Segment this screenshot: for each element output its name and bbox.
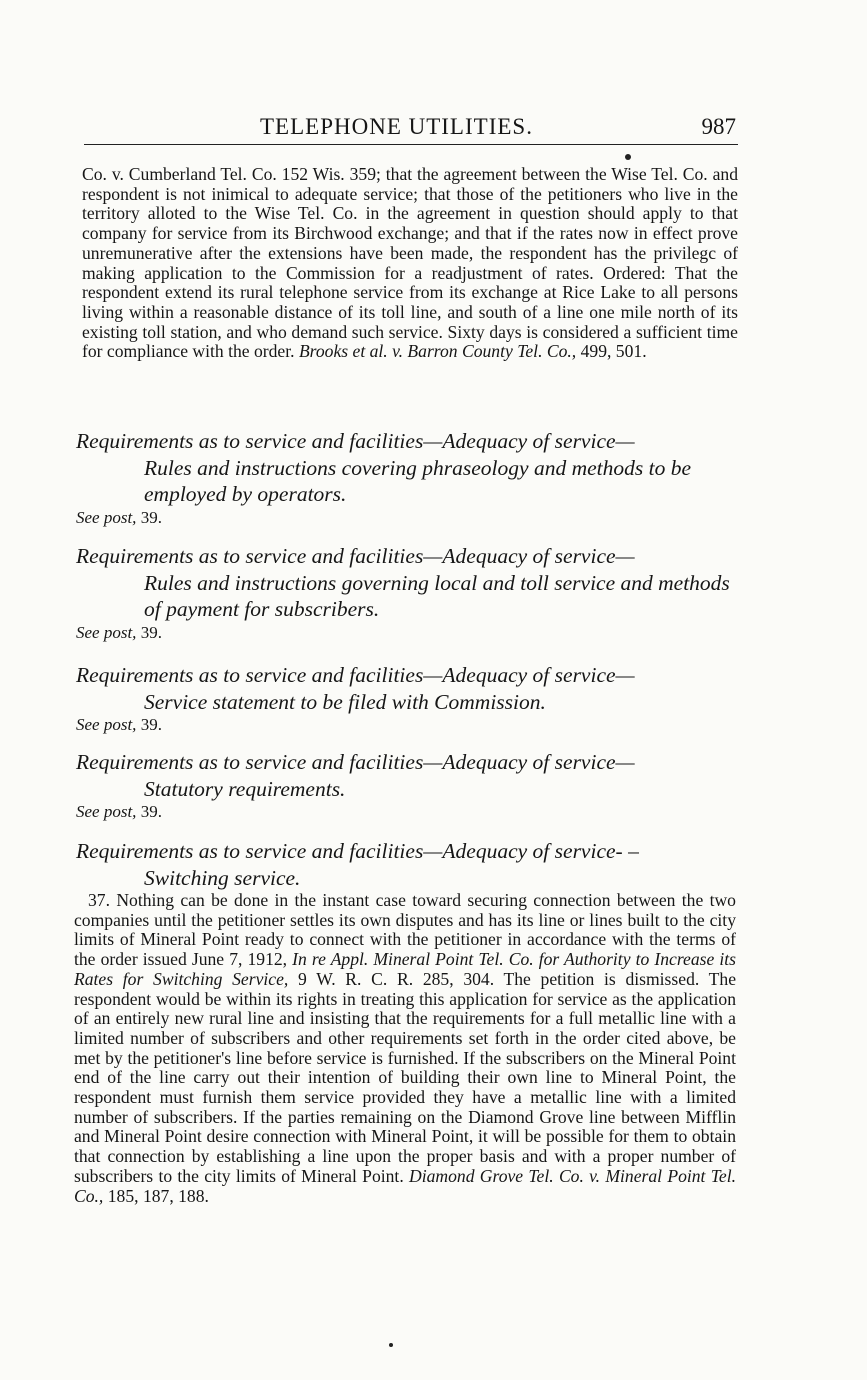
index-entry bbox=[76, 543, 736, 643]
see-label: See post, bbox=[76, 715, 137, 734]
see-reference bbox=[76, 623, 736, 643]
entry-heading bbox=[76, 749, 736, 802]
entry-heading bbox=[76, 543, 736, 623]
entry-heading-line1: Requirements as to service and facilities—Adequacy of service— bbox=[76, 429, 635, 453]
entry-heading-rest: Switching service. bbox=[144, 865, 301, 890]
continuation-paragraph bbox=[82, 165, 738, 362]
entry-heading bbox=[76, 838, 736, 891]
paragraph-number: 37. bbox=[88, 890, 110, 910]
entry-heading-line1: Requirements as to service and facilities—Adequacy of service— bbox=[76, 544, 635, 568]
paragraph-37-citation-b: Diamond Grove Tel. Co. v. Mineral Point Tel. Co., bbox=[74, 1165, 736, 1206]
ink-mark bbox=[389, 1343, 393, 1347]
continuation-citation-pages: 499, 501. bbox=[580, 341, 647, 362]
entry-heading-rest: Rules and instructions governing local and toll service and methods of payment for subscribers. bbox=[144, 570, 730, 621]
entry-heading-rest: Rules and instructions covering phraseology and methods to be employed by operators. bbox=[144, 455, 691, 506]
continuation-text: Co. v. Cumberland Tel. Co. 152 Wis. 359; that the agreement between the Wise Tel. Co. and respondent is not inimical to adequate service; that those of the petitioners who live in the territory alloted to the Wise Tel. Co. in the agreement in question should apply to that company for service from its Birchwood exchange; and that if the rates now in effect prove unremunerative after the extensions have been made, the respondent has the privilegc of making application to the Commission for a readjustment of rates. Ordered: That the respondent extend its rural telephone service from its exchange at Rice Lake to all persons living within a reasonable distance of its toll line, and south of a line one mile north of its existing toll station, and who demand such service. Sixty days is considered a sufficient time for compliance with the order. bbox=[82, 164, 738, 362]
entry-heading bbox=[76, 662, 736, 715]
see-reference bbox=[76, 508, 736, 528]
see-page: 39. bbox=[140, 715, 162, 734]
running-title: TELEPHONE UTILITIES. bbox=[260, 114, 533, 139]
see-page: 39. bbox=[140, 622, 162, 642]
index-entry bbox=[76, 749, 736, 822]
entry-heading-rest: Statutory requirements. bbox=[144, 776, 346, 801]
index-entry bbox=[76, 838, 736, 891]
see-label: See post, bbox=[76, 622, 137, 642]
entry-heading-rest: Service statement to be filed with Commission. bbox=[144, 689, 546, 714]
running-head bbox=[84, 114, 738, 145]
index-entry bbox=[76, 428, 736, 528]
paragraph-37-citation-a: In re Appl. Mineral Point Tel. Co. for Authority to Increase its Rates for Switching Service, bbox=[74, 949, 736, 989]
continuation-citation: Brooks et al. v. Barron County Tel. Co., bbox=[298, 341, 577, 362]
paragraph-37 bbox=[74, 891, 736, 1206]
index-entry bbox=[76, 662, 736, 735]
see-reference bbox=[76, 715, 736, 735]
see-page: 39. bbox=[140, 507, 162, 527]
page-number: 987 bbox=[701, 114, 736, 139]
paragraph-37-text-a: Nothing can be done in the instant case toward securing connection between the two companies until the petitioner settles its own disputes and has its line or lines built to the city limits of Mineral Point ready to connect with the petitioner in accordance with the terms of the order issued June 7, 1912, bbox=[74, 890, 736, 970]
see-label: See post, bbox=[76, 507, 137, 527]
paragraph-37-citation-b-pages: 185, 187, 188. bbox=[107, 1185, 209, 1206]
see-label: See post, bbox=[76, 802, 137, 821]
ink-mark bbox=[625, 154, 631, 160]
paragraph-37-text-b: 9 W. R. C. R. 285, 304. The petition is dismissed. The respondent would be within its rights in treating this application for service as the application of an entirely new rural line and insisting that the requirements for a full metallic line with a limited number of subscribers and other requirements set forth in the order cited above, be met by the petitioner's line before service is furnished. If the subscribers on the Mineral Point end of the line carry out their intention of building their own line to Mineral Point, the respondent must furnish them service provided they have a metallic line with a limited number of subscribers. If the parties remaining on the Diamond Grove line between Mifflin and Mineral Point desire connection with Mineral Point, it will be possible for them to obtain that connection by establishing a line upon the proper basis and with a proper number of subscribers to the city limits of Mineral Point. bbox=[74, 968, 736, 1186]
entry-heading-line1: Requirements as to service and facilities—Adequacy of service— bbox=[76, 663, 635, 687]
see-reference bbox=[76, 802, 736, 822]
entry-heading-line1: Requirements as to service and facilities—Adequacy of service— bbox=[76, 750, 635, 774]
see-page: 39. bbox=[140, 802, 162, 821]
entry-heading-line1: Requirements as to service and facilities—Adequacy of service- – bbox=[76, 839, 639, 863]
entry-heading bbox=[76, 428, 736, 508]
